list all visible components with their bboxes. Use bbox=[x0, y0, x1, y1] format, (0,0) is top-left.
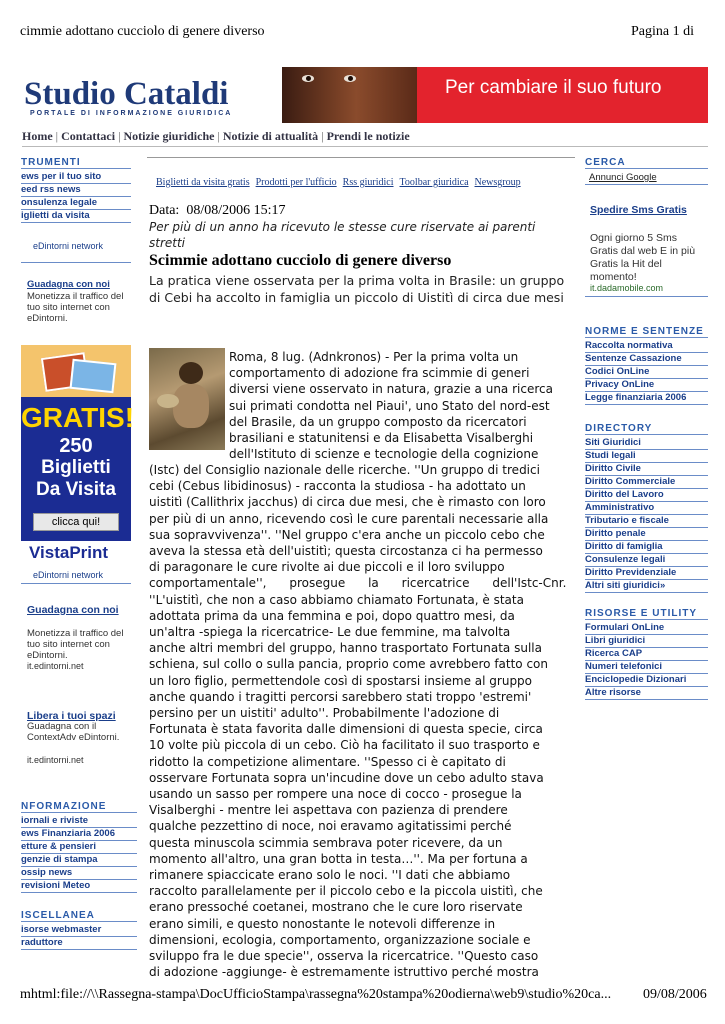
article-body bbox=[149, 462, 575, 981]
site-logo[interactable] bbox=[22, 62, 282, 120]
body-line: adottata prima da una femmina e poi, dopo quattro mesi, da bbox=[149, 608, 515, 623]
body-line: diversi viene osservato in natura, grazie a una ricerca bbox=[229, 382, 553, 397]
sidebar-item-diritto-civile[interactable]: Diritto Civile bbox=[585, 463, 708, 476]
sidebar-item-diritto-famiglia[interactable]: Diritto di famiglia bbox=[585, 541, 708, 554]
ad-brand: VistaPrint bbox=[29, 543, 109, 562]
directory-section bbox=[585, 423, 708, 593]
article-date: Data: 08/08/2006 15:17 bbox=[149, 203, 286, 218]
banner-photo bbox=[282, 67, 417, 123]
informazione-heading: NFORMAZIONE bbox=[21, 801, 137, 813]
directory-heading: DIRECTORY bbox=[585, 423, 708, 435]
guadagna-text-1: Monetizza il traffico del tuo sito internet con eDintorni. bbox=[27, 291, 124, 324]
sidebar-item-altri-siti[interactable]: Altri siti giuridici» bbox=[585, 580, 708, 593]
norme-section bbox=[585, 326, 708, 405]
body-line: ''L'uistitì, che non a caso abbiamo chiamato Fortunata, è stata bbox=[149, 592, 524, 607]
toplink-rss[interactable]: Rss giuridici bbox=[342, 177, 394, 188]
guadagna-text-2: Monetizza il traffico del tuo sito internet con eDintorni. bbox=[27, 628, 124, 661]
sidebar-item-cap[interactable]: Ricerca CAP bbox=[585, 648, 708, 661]
sms-gratis-link[interactable]: Spedire Sms Gratis bbox=[590, 204, 687, 216]
sidebar-item-siti-giuridici[interactable]: Siti Giuridici bbox=[585, 437, 708, 450]
body-line: un'altra -spiega la ricercatrice- Le due femmine, ma talvolta bbox=[149, 625, 511, 640]
sidebar-item-studi-legali[interactable]: Studi legali bbox=[585, 450, 708, 463]
left-sidebar bbox=[21, 157, 131, 223]
footer-path: mhtml:file://\\Rassegna-stampa\DocUfficioStampa\rassegna%20stampa%20odierna\web9\studio%20ca... bbox=[20, 987, 612, 1002]
guadagna-link-1[interactable]: Guadagna con noi bbox=[27, 279, 110, 290]
article-lead: La pratica viene osservata per la prima volta in Brasile: un gruppo di Cebi ha accolto in famiglia un piccolo di Uistitì di circa due mesi bbox=[149, 273, 565, 305]
annunci-google-link[interactable]: Annunci Google bbox=[589, 172, 657, 183]
body-line: raccolto parallelamente per il piccolo cebo e la piccola uistitì, che bbox=[149, 884, 543, 899]
sidebar-item-tributario[interactable]: Tributario e fiscale bbox=[585, 515, 708, 528]
sidebar-item-rss[interactable]: eed rss news bbox=[21, 184, 131, 197]
nav-notizie-attualita[interactable]: Notizie di attualità bbox=[222, 129, 319, 143]
body-line: usando un sasso per rompere una noce di cocco - prosegue la bbox=[149, 787, 522, 802]
body-line: anche altri membri del gruppo, hanno trasportato Fortunata sulla bbox=[149, 641, 542, 656]
sidebar-item-previdenziale[interactable]: Diritto Previdenziale bbox=[585, 567, 708, 580]
edintorni-link-2[interactable]: eDintorni network bbox=[33, 570, 104, 580]
footer-date: 09/08/2006 bbox=[643, 987, 707, 1002]
sidebar-item-gossip[interactable]: ossip news bbox=[21, 867, 137, 880]
sidebar-item-consulenza[interactable]: onsulenza legale bbox=[21, 197, 131, 210]
article-title: Scimmie adottano cucciolo di genere diverso bbox=[149, 252, 452, 269]
body-line: schiena, sul collo o sulla pancia, proprio come avrebbero fatto con bbox=[149, 657, 549, 672]
sidebar-item-diritto-lavoro[interactable]: Diritto del Lavoro bbox=[585, 489, 708, 502]
ad-line-2: Da Visita bbox=[36, 479, 116, 500]
body-line: cebi (Cebus libidinosus) - racconta la studiosa - ha adottato un bbox=[149, 479, 526, 494]
ad-click-button[interactable]: clicca qui! bbox=[33, 513, 119, 531]
body-line: questa minuscola scimmia sembrava poter ricevere, da un bbox=[149, 835, 503, 850]
ad-number: 250 bbox=[59, 435, 93, 457]
article-body-wrapped bbox=[229, 349, 575, 462]
sidebar-item-diritto-commerciale[interactable]: Diritto Commerciale bbox=[585, 476, 708, 489]
ad-gratis: GRATIS! bbox=[21, 402, 135, 433]
sidebar-item-privacy[interactable]: Privacy OnLine bbox=[585, 379, 708, 392]
body-line: sviluppo fra le due specie'', osserva la ricercatrice. ''Questo caso bbox=[149, 949, 539, 964]
strumenti-heading: TRUMENTI bbox=[21, 157, 131, 169]
body-line: Fortunata è stata favorita dalle dimensioni di questa specie, circa bbox=[149, 722, 543, 737]
nav-prendi-notizie[interactable]: Prendi le notizie bbox=[326, 129, 410, 143]
libera-url[interactable]: it.edintorni.net bbox=[27, 755, 84, 765]
risorse-section bbox=[585, 608, 708, 700]
miscellanea-heading: ISCELLANEA bbox=[21, 910, 137, 922]
sidebar-item-agenzie[interactable]: genzie di stampa bbox=[21, 854, 137, 867]
body-line: sui primati condotta nel Piaui', uno Stato del nord-est bbox=[229, 398, 550, 413]
nav-home[interactable]: Home bbox=[22, 129, 53, 143]
sidebar-item-codici[interactable]: Codici OnLine bbox=[585, 366, 708, 379]
body-line: brasiliani e statunitensi e da Elisabetta Visalberghi bbox=[229, 431, 534, 446]
norme-heading: NORME E SENTENZE bbox=[585, 326, 708, 338]
sidebar-item-finanziaria[interactable]: Legge finanziaria 2006 bbox=[585, 392, 708, 405]
guadagna-link-2[interactable]: Guadagna con noi bbox=[27, 604, 119, 616]
nav-divider bbox=[22, 146, 708, 147]
body-line: rimanere spiaccicate erano solo le noci. ''I dati che abbiamo bbox=[149, 868, 511, 883]
body-line: 10 volte più piccola di un cebo. Ciò ha facilitato il suo trasporto e bbox=[149, 738, 540, 753]
body-line: dimensioni, ecologia, comportamento, organizzazione sociale e bbox=[149, 932, 531, 947]
risorse-heading: RISORSE E UTILITY bbox=[585, 608, 708, 620]
right-sidebar bbox=[585, 157, 708, 169]
body-line: comportamentale'', prosegue la ricercatrice dell'Istc-Cnr. bbox=[149, 576, 567, 591]
body-line: Visalberghi - mentre lei aspettava con pazienza di prendere bbox=[149, 803, 508, 818]
body-line: persino per un uistiti' adulto''. Probabilmente l'adozione di bbox=[149, 706, 500, 721]
ad-line-1: Biglietti bbox=[41, 457, 111, 478]
top-links bbox=[156, 172, 527, 190]
body-line: di paragonare le cure rivolte ai due piccoli e il loro sviluppo bbox=[149, 560, 505, 575]
toplink-biglietti[interactable]: Biglietti da visita gratis bbox=[156, 177, 250, 188]
sidebar-item-raccolta[interactable]: Raccolta normativa bbox=[585, 340, 708, 353]
sms-text: Ogni giorno 5 Sms Gratis dal web E in più Gratis la Hit del momento! bbox=[590, 232, 696, 283]
body-line: uistitì (Callithrix jacchus) di circa due mesi, che è rimasto con loro bbox=[149, 495, 546, 510]
sidebar-item-telefonici[interactable]: Numeri telefonici bbox=[585, 661, 708, 674]
sidebar-item-letture[interactable]: etture & pensieri bbox=[21, 841, 137, 854]
banner-ad[interactable] bbox=[417, 67, 708, 123]
libera-text: Guadagna con il ContextAdv eDintorni. bbox=[27, 721, 120, 743]
page-number: Pagina 1 di bbox=[631, 24, 694, 39]
sidebar-item-biglietti[interactable]: iglietti da visita bbox=[21, 210, 131, 223]
sidebar-item-consulenze[interactable]: Consulenze legali bbox=[585, 554, 708, 567]
sidebar-item-formulari[interactable]: Formulari OnLine bbox=[585, 622, 708, 635]
edintorni-link-1[interactable]: eDintorni network bbox=[33, 241, 104, 251]
body-line: (Istc) del Consiglio nazionale delle ricerche. ''Un gruppo di tredici bbox=[149, 463, 540, 477]
body-line: erano pressoché coetanei, mostrano che le cure loro riservate bbox=[149, 900, 523, 915]
article-subtitle: Per più di un anno ha ricevuto le stesse cure riservate ai parenti stretti bbox=[149, 220, 536, 250]
body-line: qualche pezzettino di noce, noi eravamo agitatissimi perché bbox=[149, 819, 512, 834]
sidebar-item-amministrativo[interactable]: Amministrativo bbox=[585, 502, 708, 515]
sidebar-item-news-finanziaria[interactable]: ews Finanziaria 2006 bbox=[21, 828, 137, 841]
page-header-title: cimmie adottano cucciolo di genere diverso bbox=[20, 24, 265, 39]
body-line: per più di un anno, ricevendo così le cure parentali necessarie alla bbox=[149, 511, 549, 526]
monkey-photo bbox=[149, 348, 225, 450]
sidebar-item-sentenze[interactable]: Sentenze Cassazione bbox=[585, 353, 708, 366]
logo-title: Studio Cataldi bbox=[24, 76, 229, 112]
sidebar-item-meteo[interactable]: revisioni Meteo bbox=[21, 880, 137, 893]
nav-notizie-giuridiche[interactable]: Notizie giuridiche bbox=[123, 129, 215, 143]
informazione-section bbox=[21, 801, 137, 893]
center-top-rule bbox=[147, 157, 575, 158]
miscellanea-section bbox=[21, 910, 137, 950]
sidebar-item-diritto-penale[interactable]: Diritto penale bbox=[585, 528, 708, 541]
sms-url[interactable]: it.dadamobile.com bbox=[590, 283, 664, 293]
vistaprint-ad[interactable] bbox=[21, 345, 135, 567]
sidebar-item-news[interactable]: ews per il tuo sito bbox=[21, 171, 131, 184]
body-line: sua sopravvivenza''. ''Nel gruppo c'era anche un piccolo cebo che bbox=[149, 527, 545, 542]
sidebar-item-webmaster[interactable]: isorse webmaster bbox=[21, 924, 137, 937]
cerca-heading: CERCA bbox=[585, 157, 708, 169]
body-line: osservare Fortunata sopra un'incudine dove un cebo adulto stava bbox=[149, 770, 544, 785]
body-line: dell'Istituto di scienze e tecnologie della cognizione bbox=[229, 447, 539, 462]
guadagna-url-2[interactable]: it.edintorni.net bbox=[27, 661, 84, 671]
body-line: momento all'altro, una gran botta in testa…''. Ma per fortuna a bbox=[149, 851, 528, 866]
body-line: ridotto la competizione alimentare. ''Spesso ci è capitato di bbox=[149, 754, 506, 769]
body-line: un loro figlio, permettendole così di spostarsi insieme al gruppo bbox=[149, 673, 533, 688]
toplink-newsgroup[interactable]: Newsgroup bbox=[474, 177, 521, 188]
body-line: del Brasile, da un gruppo composto da ricercatori bbox=[229, 414, 527, 429]
nav-contattaci[interactable]: Contattaci bbox=[61, 129, 116, 143]
body-line: erano simili, e questo nonostante le notevoli differenze in bbox=[149, 916, 496, 931]
body-line: Roma, 8 lug. (Adnkronos) - Per la prima volta un bbox=[229, 350, 519, 364]
toplink-prodotti[interactable]: Prodotti per l'ufficio bbox=[255, 177, 337, 188]
sidebar-item-libri[interactable]: Libri giuridici bbox=[585, 635, 708, 648]
body-line: di adozione -aggiunge- è estremamente istruttivo perché mostra bbox=[149, 965, 539, 980]
sidebar-item-enciclopedie[interactable]: Enciclopedie Dizionari bbox=[585, 674, 708, 687]
body-line: comportamento di adozione fra scimmie di generi bbox=[229, 366, 530, 381]
sidebar-item-traduttore[interactable]: raduttore bbox=[21, 937, 137, 950]
banner-tagline: Per cambiare il suo futuro bbox=[445, 77, 662, 98]
sidebar-item-altre-risorse[interactable]: Altre risorse bbox=[585, 687, 708, 700]
main-nav: Home | Contattaci | Notizie giuridiche | Notizie di attualità | Prendi le notizie bbox=[22, 129, 410, 143]
logo-subtitle: PORTALE DI INFORMAZIONE GIURIDICA bbox=[30, 110, 233, 117]
sidebar-item-giornali[interactable]: iornali e riviste bbox=[21, 815, 137, 828]
body-line: anche quando i tragitti percorsi sarebbero stati troppo 'estremi' bbox=[149, 689, 532, 704]
libera-link[interactable]: Libera i tuoi spazi bbox=[27, 710, 116, 722]
body-line: aveva la stessa età dell'uistitì; questa circostanza ci ha permesso bbox=[149, 544, 543, 559]
toplink-toolbar[interactable]: Toolbar giuridica bbox=[399, 177, 469, 188]
ad-card-image bbox=[21, 345, 131, 397]
